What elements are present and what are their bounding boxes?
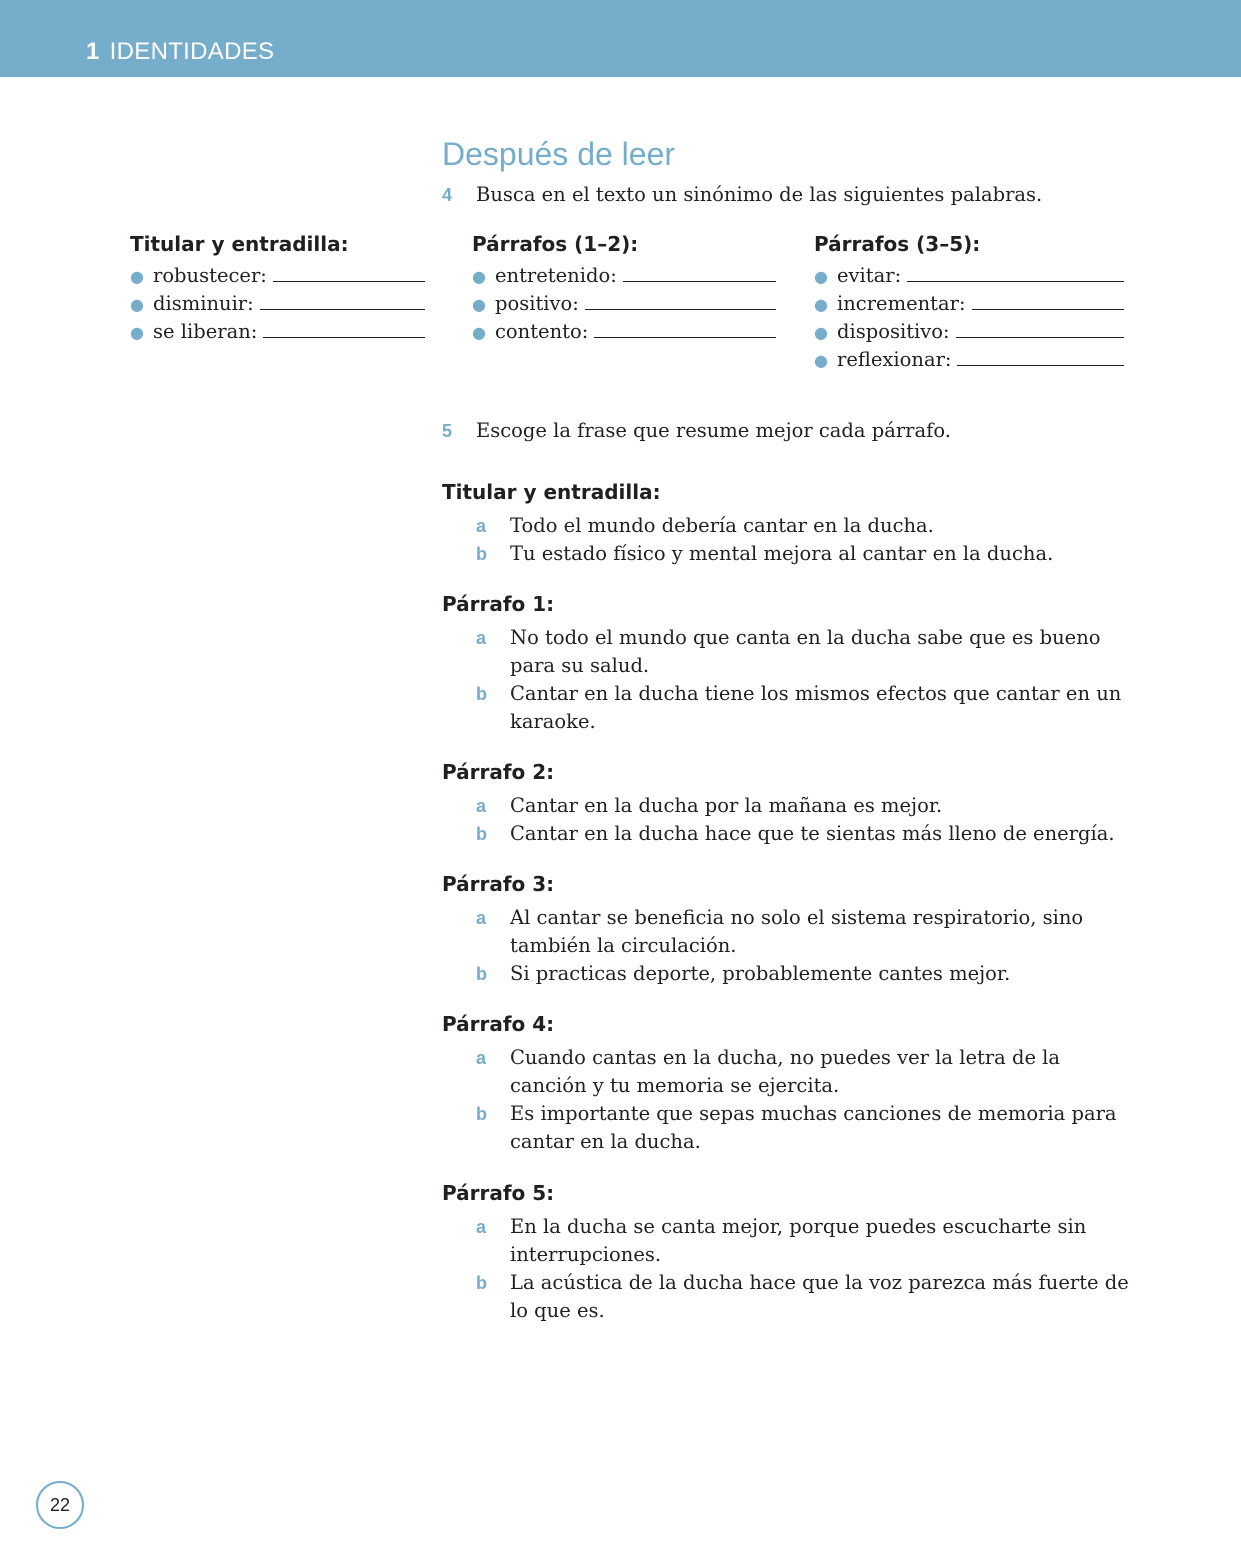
option-text: Cantar en la ducha por la mañana es mejor. [510,794,943,817]
summary-block-parrafo-3 [442,870,1132,988]
exercise-text: Escoge la frase que resume mejor cada párrafo. [476,419,951,442]
synonym-word: contento: [495,320,589,343]
bullet-icon: ● [814,351,828,370]
bullet-icon: ● [130,323,144,342]
option-b[interactable] [442,1100,1132,1156]
option-a[interactable] [442,1044,1132,1100]
exercise-number: 5 [442,421,453,441]
bullet-icon: ● [472,323,486,342]
exercise-4-instruction [442,181,1042,209]
summary-block-parrafo-4 [442,1010,1132,1156]
synonym-item [814,292,1124,320]
synonym-word: incrementar: [837,292,966,315]
block-heading: Párrafo 5: [442,1181,555,1205]
block-heading: Párrafo 1: [442,592,555,616]
synonym-word: dispositivo: [837,320,950,343]
synonym-item [130,292,425,320]
option-letter: b [476,964,487,984]
bullet-icon: ● [814,323,828,342]
answer-blank[interactable] [594,336,776,338]
column-heading: Párrafos (3–5): [814,232,981,256]
exercise-text: Busca en el texto un sinónimo de las siguientes palabras. [476,183,1043,206]
chapter-number: 1 [86,38,100,65]
synonym-item [130,264,425,292]
block-heading: Titular y entradilla: [442,480,661,504]
option-text: Cantar en la ducha hace que te sientas más lleno de energía. [510,822,1115,845]
option-letter: b [476,544,487,564]
option-a[interactable] [442,512,1132,540]
synonym-word: reflexionar: [837,348,952,371]
summary-block-parrafo-2 [442,758,1132,848]
answer-blank[interactable] [957,364,1124,366]
answer-blank[interactable] [260,308,425,310]
answer-blank[interactable] [263,336,425,338]
summary-block-titular [442,478,1132,568]
option-a[interactable] [442,904,1132,960]
option-text: Es importante que sepas muchas canciones de memoria para cantar en la ducha. [510,1102,1117,1153]
synonym-column-titular [130,230,425,348]
answer-blank[interactable] [956,336,1124,338]
synonym-word: se liberan: [153,320,258,343]
synonym-word: positivo: [495,292,579,315]
answer-blank[interactable] [623,280,776,282]
synonym-column-parrafos-3-5 [814,230,1124,376]
answer-blank[interactable] [585,308,776,310]
summary-block-parrafo-1 [442,590,1132,736]
column-heading: Párrafos (1–2): [472,232,639,256]
answer-blank[interactable] [972,308,1124,310]
option-a[interactable] [442,792,1132,820]
answer-blank[interactable] [273,280,425,282]
option-letter: a [476,796,487,816]
option-a[interactable] [442,1213,1132,1269]
summary-block-parrafo-5 [442,1179,1132,1325]
exercise-5-instruction [442,417,951,445]
bullet-icon: ● [814,267,828,286]
option-letter: a [476,516,487,536]
option-letter: a [476,1217,487,1237]
option-letter: b [476,824,487,844]
synonym-word: robustecer: [153,264,267,287]
synonym-column-parrafos-1-2 [472,230,776,348]
option-text: No todo el mundo que canta en la ducha sabe que es bueno para su salud. [510,626,1101,677]
section-title: Después de leer [442,136,676,172]
option-text: La acústica de la ducha hace que la voz parezca más fuerte de lo que es. [510,1271,1129,1322]
option-b[interactable] [442,820,1132,848]
exercise-number: 4 [442,185,453,205]
option-letter: a [476,1048,487,1068]
synonym-word: disminuir: [153,292,254,315]
chapter-title: IDENTIDADES [109,38,275,65]
block-heading: Párrafo 4: [442,1012,555,1036]
synonym-item [814,264,1124,292]
synonym-word: evitar: [837,264,902,287]
column-heading: Titular y entradilla: [130,232,349,256]
bullet-icon: ● [130,267,144,286]
answer-blank[interactable] [907,280,1124,282]
option-b[interactable] [442,540,1132,568]
option-a[interactable] [442,624,1132,680]
option-text: Tu estado físico y mental mejora al cantar en la ducha. [510,542,1054,565]
option-text: Cuando cantas en la ducha, no puedes ver la letra de la canción y tu memoria se ejercita. [510,1046,1061,1097]
synonym-item [814,348,1124,376]
synonym-list [130,264,425,348]
synonym-list [814,264,1124,376]
option-text: Al cantar se beneficia no solo el sistema respiratorio, sino también la circulación. [510,906,1084,957]
option-b[interactable] [442,1269,1132,1325]
synonym-item [472,292,776,320]
option-letter: b [476,684,487,704]
option-text: En la ducha se canta mejor, porque puedes escucharte sin interrupciones. [510,1215,1087,1266]
synonym-item [472,264,776,292]
bullet-icon: ● [472,267,486,286]
option-text: Todo el mundo debería cantar en la ducha. [510,514,934,537]
synonym-item [130,320,425,348]
option-text: Cantar en la ducha tiene los mismos efectos que cantar en un karaoke. [510,682,1122,733]
option-b[interactable] [442,960,1132,988]
option-letter: b [476,1104,487,1124]
synonym-item [814,320,1124,348]
page-number: 22 [36,1481,84,1529]
synonym-word: entretenido: [495,264,617,287]
block-heading: Párrafo 3: [442,872,555,896]
synonym-list [472,264,776,348]
bullet-icon: ● [472,295,486,314]
chapter-label [86,38,274,66]
option-letter: a [476,628,487,648]
option-b[interactable] [442,680,1132,736]
synonym-item [472,320,776,348]
option-letter: b [476,1273,487,1293]
option-letter: a [476,908,487,928]
block-heading: Párrafo 2: [442,760,555,784]
bullet-icon: ● [814,295,828,314]
bullet-icon: ● [130,295,144,314]
option-text: Si practicas deporte, probablemente cantes mejor. [510,962,1011,985]
